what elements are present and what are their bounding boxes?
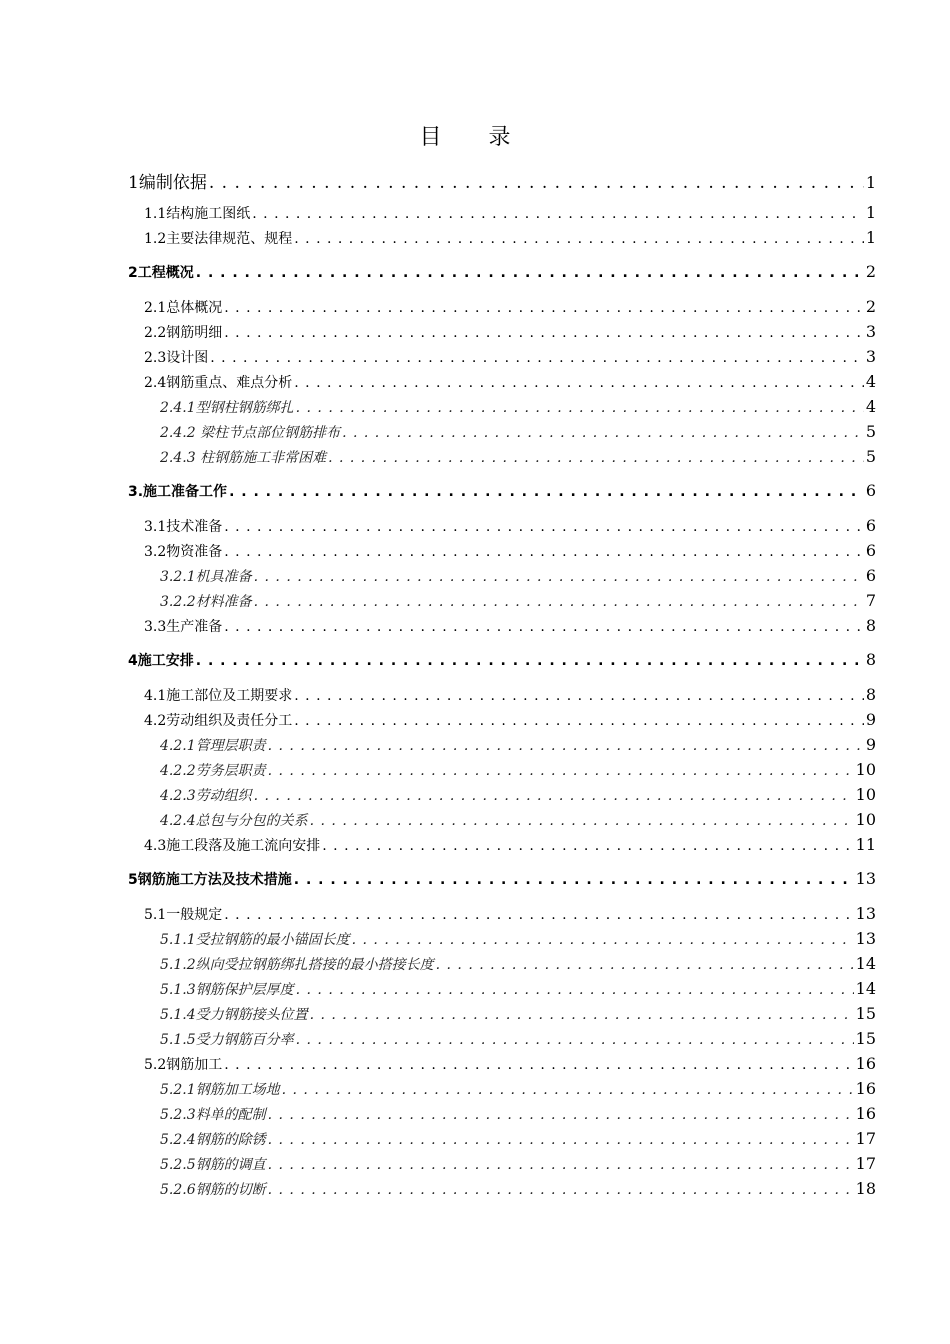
toc-entry-page-number: 17 xyxy=(855,1129,876,1148)
toc-entry-label: 5.2.6钢筋的切断 xyxy=(160,1182,266,1198)
toc-entry-label: 5.2钢筋加工 xyxy=(144,1057,223,1073)
toc-entry[interactable] xyxy=(128,979,876,1004)
toc-entry-page-number: 6 xyxy=(865,516,876,535)
toc-entry-label: 3.施工准备工作 xyxy=(128,484,228,500)
table-of-contents xyxy=(128,168,876,1204)
toc-entry-label: 3.2.2材料准备 xyxy=(160,594,252,610)
toc-entry-label: 5.2.1钢筋加工场地 xyxy=(160,1082,280,1098)
toc-entry[interactable] xyxy=(128,397,876,422)
toc-entry-page-number: 1 xyxy=(865,228,876,247)
toc-entry[interactable] xyxy=(128,710,876,735)
dot-leader xyxy=(224,619,864,635)
toc-entry-page-number: 18 xyxy=(855,1179,876,1198)
toc-entry-page-number: 8 xyxy=(865,650,876,669)
toc-entry-label: 2.4.2 梁柱节点部位钢筋排布 xyxy=(160,425,341,441)
toc-entry[interactable] xyxy=(128,835,876,860)
toc-entry-page-number: 16 xyxy=(855,1104,876,1123)
dot-leader xyxy=(310,813,854,829)
toc-entry-label: 3.2.1机具准备 xyxy=(160,569,252,585)
toc-entry-label: 2.4.1型钢柱钢筋绑扎 xyxy=(160,400,294,416)
toc-entry[interactable] xyxy=(128,1179,876,1204)
toc-entry-page-number: 4 xyxy=(865,397,876,416)
toc-entry-page-number: 9 xyxy=(865,735,876,754)
toc-entry-label: 4.2.4总包与分包的关系 xyxy=(160,813,308,829)
toc-entry[interactable] xyxy=(128,228,876,253)
dot-leader xyxy=(294,713,864,729)
toc-entry[interactable] xyxy=(128,810,876,835)
toc-entry[interactable] xyxy=(128,591,876,616)
toc-entry[interactable] xyxy=(128,785,876,810)
dot-leader xyxy=(436,957,854,973)
toc-entry-label: 2工程概况 xyxy=(128,265,194,281)
toc-entry[interactable] xyxy=(128,1154,876,1179)
dot-leader xyxy=(224,325,864,341)
dot-leader xyxy=(254,569,864,585)
toc-entry[interactable] xyxy=(128,566,876,591)
toc-entry-label: 4.1施工部位及工期要求 xyxy=(144,688,293,704)
toc-entry-page-number: 13 xyxy=(855,869,876,888)
dot-leader xyxy=(294,375,864,391)
dot-leader xyxy=(196,653,864,669)
dot-leader xyxy=(322,838,853,854)
dot-leader xyxy=(254,788,854,804)
toc-entry-page-number: 1 xyxy=(865,203,876,222)
toc-entry-page-number: 9 xyxy=(865,710,876,729)
toc-entry-label: 5.1.2纵向受拉钢筋绑扎搭接的最小搭接长度 xyxy=(160,957,434,973)
toc-entry-label: 2.2钢筋明细 xyxy=(144,325,223,341)
dot-leader xyxy=(252,206,864,222)
dot-leader xyxy=(328,450,864,466)
toc-entry-label: 5.1.5受力钢筋百分率 xyxy=(160,1032,294,1048)
toc-entry-label: 1编制依据 xyxy=(128,173,207,193)
toc-entry[interactable] xyxy=(128,447,876,472)
toc-entry-page-number: 8 xyxy=(865,685,876,704)
toc-entry-page-number: 7 xyxy=(865,591,876,610)
toc-entry-page-number: 3 xyxy=(865,347,876,366)
toc-entry[interactable] xyxy=(128,954,876,979)
toc-entry-page-number: 10 xyxy=(855,785,876,804)
toc-entry[interactable] xyxy=(128,322,876,347)
toc-entry-label: 5.2.3料单的配制 xyxy=(160,1107,266,1123)
toc-entry-label: 4.2劳动组织及责任分工 xyxy=(144,713,293,729)
dot-leader xyxy=(268,1132,854,1148)
toc-entry-label: 5.2.4钢筋的除锈 xyxy=(160,1132,266,1148)
toc-entry[interactable] xyxy=(128,297,876,322)
dot-leader xyxy=(224,907,853,923)
toc-entry-page-number: 5 xyxy=(865,447,876,466)
toc-entry-page-number: 11 xyxy=(855,835,876,854)
toc-entry[interactable] xyxy=(128,422,876,447)
toc-entry-page-number: 6 xyxy=(865,541,876,560)
toc-entry[interactable] xyxy=(128,1054,876,1079)
toc-entry[interactable] xyxy=(128,481,876,509)
dot-leader xyxy=(268,1107,854,1123)
dot-leader xyxy=(254,594,864,610)
toc-entry[interactable] xyxy=(128,262,876,290)
toc-entry-page-number: 16 xyxy=(855,1079,876,1098)
toc-entry[interactable] xyxy=(128,1004,876,1029)
dot-leader xyxy=(352,932,854,948)
toc-entry-label: 4.2.3劳动组织 xyxy=(160,788,252,804)
dot-leader xyxy=(224,1057,853,1073)
dot-leader xyxy=(268,763,854,779)
toc-entry-page-number: 1 xyxy=(865,173,876,192)
toc-entry-page-number: 10 xyxy=(855,810,876,829)
dot-leader xyxy=(224,544,864,560)
dot-leader xyxy=(310,1007,854,1023)
toc-entry-label: 2.4钢筋重点、难点分析 xyxy=(144,375,293,391)
dot-leader xyxy=(294,688,864,704)
toc-entry[interactable] xyxy=(128,203,876,228)
dot-leader xyxy=(210,350,864,366)
toc-entry[interactable] xyxy=(128,1079,876,1104)
dot-leader xyxy=(296,982,854,998)
toc-entry-page-number: 13 xyxy=(855,929,876,948)
dot-leader xyxy=(196,265,864,281)
toc-entry-page-number: 15 xyxy=(855,1004,876,1023)
toc-entry-page-number: 14 xyxy=(855,979,876,998)
toc-entry-label: 2.3设计图 xyxy=(144,350,209,366)
toc-entry[interactable] xyxy=(128,541,876,566)
toc-entry-label: 4.3施工段落及施工流向安排 xyxy=(144,838,321,854)
toc-entry[interactable] xyxy=(128,869,876,897)
dot-leader xyxy=(224,519,864,535)
toc-entry-label: 2.1总体概况 xyxy=(144,300,223,316)
toc-entry-label: 5.1.3钢筋保护层厚度 xyxy=(160,982,294,998)
toc-entry[interactable] xyxy=(128,347,876,372)
toc-entry-page-number: 14 xyxy=(855,954,876,973)
toc-entry[interactable] xyxy=(128,1029,876,1054)
toc-entry-label: 5钢筋施工方法及技术措施 xyxy=(128,872,292,888)
dot-leader xyxy=(282,1082,854,1098)
toc-entry[interactable] xyxy=(128,760,876,785)
toc-entry[interactable] xyxy=(128,735,876,760)
toc-entry-page-number: 6 xyxy=(865,566,876,585)
toc-entry[interactable] xyxy=(128,1129,876,1154)
dot-leader xyxy=(209,173,864,193)
toc-entry[interactable] xyxy=(128,372,876,397)
dot-leader xyxy=(268,1157,854,1173)
toc-entry-page-number: 4 xyxy=(865,372,876,391)
dot-leader xyxy=(224,300,864,316)
toc-entry-label: 5.1.1受拉钢筋的最小锚固长度 xyxy=(160,932,350,948)
toc-entry[interactable] xyxy=(128,685,876,710)
toc-entry[interactable] xyxy=(128,168,876,196)
toc-entry-page-number: 13 xyxy=(855,904,876,923)
toc-entry[interactable] xyxy=(128,929,876,954)
dot-leader xyxy=(294,231,864,247)
toc-entry-page-number: 8 xyxy=(865,616,876,635)
toc-entry-label: 3.2物资准备 xyxy=(144,544,223,560)
dot-leader xyxy=(342,425,864,441)
toc-entry[interactable] xyxy=(128,650,876,678)
toc-entry-label: 1.1结构施工图纸 xyxy=(144,206,251,222)
dot-leader xyxy=(296,400,864,416)
toc-entry-label: 5.1一般规定 xyxy=(144,907,223,923)
toc-entry-label: 4施工安排 xyxy=(128,653,194,669)
toc-entry-page-number: 10 xyxy=(855,760,876,779)
toc-entry[interactable] xyxy=(128,904,876,929)
toc-entry[interactable] xyxy=(128,616,876,641)
dot-leader xyxy=(268,1182,854,1198)
page-title: 目 录 xyxy=(419,125,531,150)
dot-leader xyxy=(268,738,864,754)
dot-leader xyxy=(296,1032,854,1048)
dot-leader xyxy=(294,872,854,888)
toc-entry-label: 5.2.5钢筋的调直 xyxy=(160,1157,266,1173)
toc-entry-label: 4.2.1管理层职责 xyxy=(160,738,266,754)
toc-entry-page-number: 3 xyxy=(865,322,876,341)
toc-entry-page-number: 15 xyxy=(855,1029,876,1048)
dot-leader xyxy=(229,484,864,500)
toc-entry[interactable] xyxy=(128,516,876,541)
toc-entry-label: 4.2.2劳务层职责 xyxy=(160,763,266,779)
toc-entry-label: 2.4.3 柱钢筋施工非常困难 xyxy=(160,450,327,466)
toc-entry-page-number: 5 xyxy=(865,422,876,441)
toc-entry-label: 3.1技术准备 xyxy=(144,519,223,535)
toc-entry[interactable] xyxy=(128,1104,876,1129)
toc-entry-page-number: 6 xyxy=(865,481,876,500)
toc-entry-page-number: 17 xyxy=(855,1154,876,1173)
toc-entry-page-number: 2 xyxy=(865,262,876,281)
toc-entry-label: 1.2主要法律规范、规程 xyxy=(144,231,293,247)
toc-entry-page-number: 16 xyxy=(855,1054,876,1073)
toc-entry-label: 3.3生产准备 xyxy=(144,619,223,635)
toc-entry-label: 5.1.4受力钢筋接头位置 xyxy=(160,1007,308,1023)
toc-entry-page-number: 2 xyxy=(865,297,876,316)
